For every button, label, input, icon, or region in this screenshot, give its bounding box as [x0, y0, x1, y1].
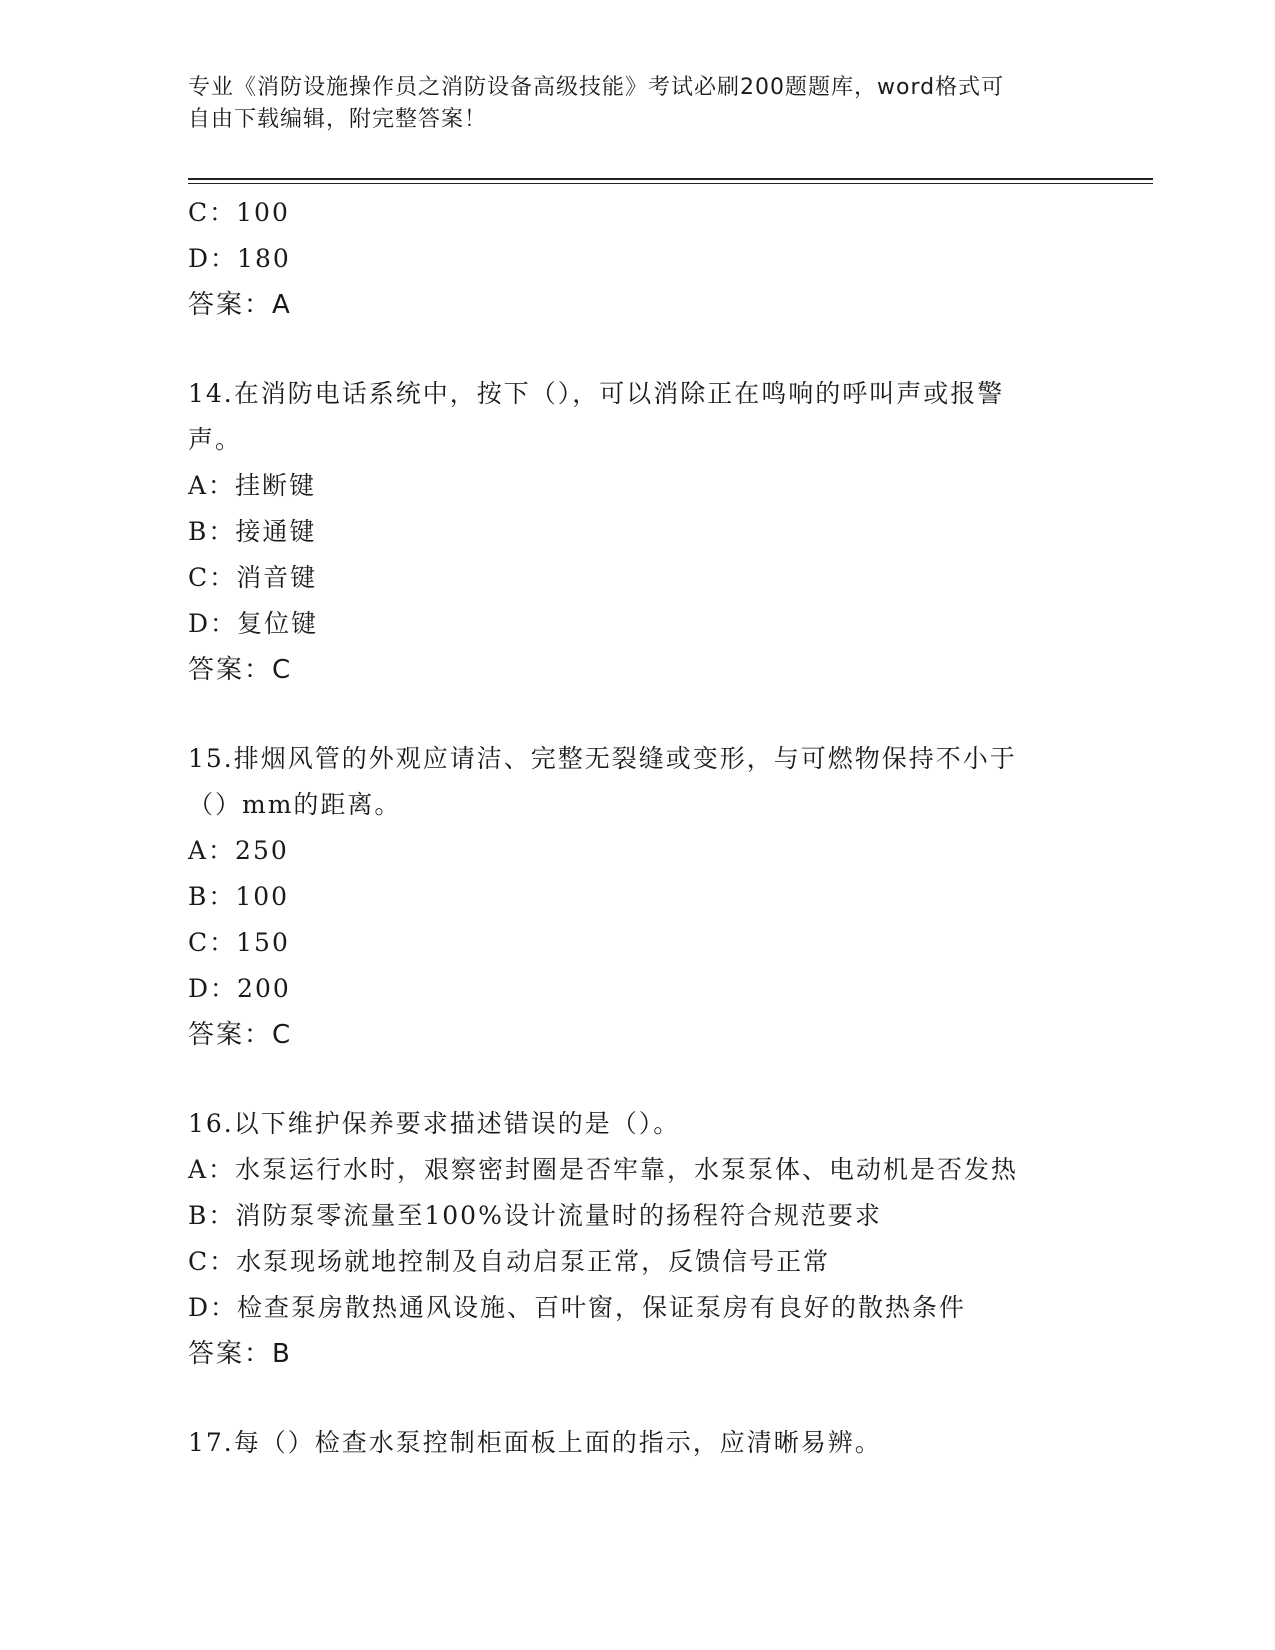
question-13-continuation [188, 190, 1088, 328]
option-b: B：100 [188, 882, 290, 911]
header-divider-thin [188, 183, 1153, 184]
answer-line: 答案：C [188, 1020, 293, 1050]
option-a: A：挂断键 [188, 471, 317, 500]
question-stem-line: 15.排烟风管的外观应请洁、完整无裂缝或变形，与可燃物保持不小于 [188, 744, 1017, 773]
option-d: D：180 [188, 244, 291, 273]
document-header [188, 72, 1088, 136]
question-16 [188, 1101, 1088, 1377]
option-b: B：消防泵零流量至100%设计流量时的扬程符合规范要求 [188, 1201, 882, 1230]
answer-line: 答案：B [188, 1339, 292, 1369]
option-c: C：消音键 [188, 563, 318, 592]
option-d: D：200 [188, 974, 291, 1003]
option-b: B：接通键 [188, 517, 317, 546]
question-list [188, 190, 1088, 1466]
header-divider [188, 178, 1153, 180]
option-d: D：复位键 [188, 609, 319, 638]
option-c: C：150 [188, 928, 290, 957]
option-c: C：水泵现场就地控制及自动启泵正常，反馈信号正常 [188, 1247, 831, 1276]
question-stem-line: （）mm的距离。 [188, 790, 402, 819]
question-17 [188, 1420, 1088, 1466]
option-c: C：100 [188, 198, 290, 227]
option-a: A：250 [188, 836, 289, 865]
header-title-line-1: 专业《消防设施操作员之消防设备高级技能》考试必刷200题题库，word格式可 [188, 75, 1005, 100]
question-stem-line: 声。 [188, 425, 243, 454]
option-a: A：水泵运行水时，艰察密封圈是否牢靠，水泵泵体、电动机是否发热 [188, 1155, 1019, 1184]
header-title-line-2: 自由下载编辑，附完整答案！ [188, 107, 488, 132]
question-stem-line: 14.在消防电话系统中，按下（），可以消除正在鸣响的呼叫声或报警 [188, 379, 1005, 408]
question-stem-line: 16.以下维护保养要求描述错误的是（）。 [188, 1109, 681, 1138]
option-d: D：检查泵房散热通风设施、百叶窗，保证泵房有良好的散热条件 [188, 1293, 967, 1322]
answer-line: 答案：C [188, 655, 293, 685]
question-15 [188, 736, 1088, 1058]
answer-line: 答案：A [188, 290, 292, 320]
question-stem-line: 17.每（）检查水泵控制柜面板上面的指示，应清晰易辨。 [188, 1428, 882, 1457]
question-14 [188, 371, 1088, 693]
